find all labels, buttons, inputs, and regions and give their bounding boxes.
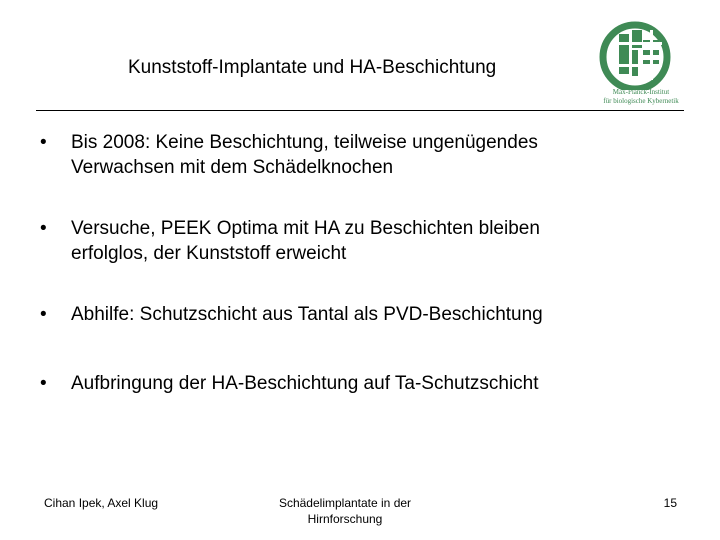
- title-divider: [36, 110, 684, 111]
- bullet-list: [40, 130, 680, 396]
- bullet-text-line2: Verwachsen mit dem Schädelknochen: [71, 157, 394, 178]
- list-item: [40, 216, 680, 266]
- bullet-text-line1: Versuche, PEEK Optima mit HA zu Beschichten bleiben: [71, 218, 540, 239]
- footer-topic-line2: Hirnforschung: [307, 512, 383, 526]
- minerva-emblem-icon: [598, 20, 684, 90]
- bullet-text-line2: erfolglos, der Kunststoff erweicht: [71, 243, 347, 264]
- logo-text-line2: für biologische Kybernetik: [603, 97, 679, 105]
- bullet-text-line1: Abhilfe: Schutzschicht aus Tantal als PVD-Beschichtung: [71, 304, 543, 325]
- list-item: [40, 130, 680, 180]
- bullet-icon: •: [40, 218, 47, 239]
- bullet-text-line1: Bis 2008: Keine Beschichtung, teilweise ungenügendes: [71, 132, 538, 153]
- bullet-text-line1: Aufbringung der HA-Beschichtung auf Ta-Schutzschicht: [71, 373, 539, 394]
- bullet-icon: •: [40, 304, 47, 325]
- logo-text-line1: Max-Planck-Institut: [612, 88, 670, 96]
- footer-topic: [270, 495, 420, 527]
- footer-authors: Cihan Ipek, Axel Klug: [44, 496, 159, 510]
- page-number: 15: [663, 496, 677, 510]
- footer-topic-line1: Schädelimplantate in der: [278, 496, 412, 510]
- list-item: [40, 371, 680, 396]
- bullet-icon: •: [40, 373, 47, 394]
- bullet-icon: •: [40, 132, 47, 153]
- max-planck-logo: [598, 20, 684, 108]
- page-title: Kunststoff-Implantate und HA-Beschichtung: [128, 57, 497, 78]
- list-item: [40, 302, 680, 327]
